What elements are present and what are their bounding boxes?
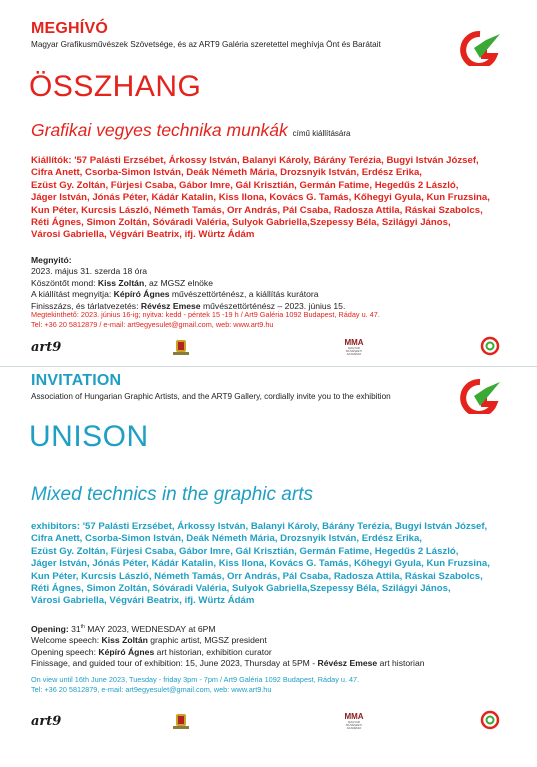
hu-opening-label: Megnyitó: <box>31 255 72 265</box>
hu-exhibitors-label: Kiállítók: <box>31 155 72 166</box>
en-opening-info <box>31 622 531 669</box>
ornament-logo-icon <box>480 336 500 356</box>
en-open-name: Képíró Ágnes <box>98 646 155 657</box>
hu-subtitle-suffix: című kiállítására <box>292 129 351 138</box>
hu-welcome-post: , az MGSZ elnöke <box>144 277 213 288</box>
en-open-post: art historian, exhibition curator <box>154 646 272 657</box>
en-exhibitors-label: exhibitors: <box>31 521 81 532</box>
hu-opening-text: 2023. május 31. szerda 18 óra <box>31 266 148 277</box>
exhibitor-line: Cifra Anett, Csorba-Simon István, Deák Németh Mária, Drozsnyik István, Erdész Erika, <box>31 167 422 179</box>
art9-logo: art9 <box>31 340 62 355</box>
en-intro: Association of Hungarian Graphic Artists, and the ART9 Gallery, cordially invite you to the exhibition <box>31 392 391 401</box>
exhibitor-line: Ezüst Gy. Zoltán, Fürjesi Csaba, Gábor Imre, Gál Krisztián, Germán Fatime, Hegedűs 2 László, <box>31 179 459 191</box>
exhibitor-line: Kun Péter, Kurcsis László, Németh Tamás, Orr András, Pál Csaba, Radosza Attila, Ráskai Szabolcs, <box>31 204 483 216</box>
hu-subtitle-wrap <box>31 120 350 141</box>
en-finis-post: art historian <box>377 658 425 669</box>
hu-open-name: Képíró Ágnes <box>113 289 170 300</box>
en-exhibitors <box>31 521 531 608</box>
exhibitor-line: Cifra Anett, Csorba-Simon István, Deák Németh Mária, Drozsnyik István, Erdész Erika, <box>31 533 422 545</box>
mma-logo <box>342 338 366 356</box>
en-finis-name: Révész Emese <box>317 658 378 669</box>
mgsz-logo-icon <box>456 378 504 414</box>
section-divider <box>0 366 537 367</box>
hu-subtitle: Grafikai vegyes technika munkák <box>31 120 288 140</box>
mgsz-logo-icon <box>456 30 504 66</box>
exhibitor-line: Réti Ágnes, Simon Zoltán, Sóváradi Valéria, Sulyok Gabriella,Szepessy Béla, Szilágyi János, <box>31 217 451 229</box>
en-welcome-post: graphic artist, MGSZ president <box>147 635 267 646</box>
exhibitor-line: Jáger István, Jónás Péter, Kádár Katalin, Kiss Ilona, Kovács G. Tamás, Kőhegyi Gyula, Kun Fruzsina, <box>31 558 490 570</box>
mma-logo <box>342 712 366 730</box>
en-contact-line-1: On view until 16th June 2023, Tuesday - friday 3pm - 7pm / Art9 Galéria 1092 Budapest, Ráday u. 47. <box>31 675 360 684</box>
mma-caption: MAGYAR MŰVÉSZETI AKADÉMIA <box>345 720 362 730</box>
en-heading: INVITATION <box>31 372 122 389</box>
hu-contact <box>31 310 531 330</box>
en-opening-label: Opening: <box>31 623 69 634</box>
hu-exhibitors <box>31 155 531 242</box>
exhibitor-line: Ezüst Gy. Zoltán, Fürjesi Csaba, Gábor Imre, Gál Krisztián, Germán Fatime, Hegedűs 2 László, <box>31 545 459 557</box>
en-contact <box>31 675 531 695</box>
en-title: UNISON <box>29 420 149 453</box>
exhibitor-line: Városi Gabriella, Végvári Beatrix, ifj. Würtz Ádám <box>31 595 255 607</box>
en-subtitle: Mixed technics in the graphic arts <box>31 484 313 505</box>
mma-caption: MAGYAR MŰVÉSZETI AKADÉMIA <box>345 346 362 356</box>
hu-title: ÖSSZHANG <box>29 70 202 103</box>
hu-finis-pre: Finisszázs, és tárlatvezetés: <box>31 300 141 311</box>
ornament-logo-icon <box>480 710 500 730</box>
en-opening-text: MAY 2023, WEDNESDAY at 6PM <box>84 623 216 634</box>
en-open-pre: Opening speech: <box>31 646 99 657</box>
hu-intro: Magyar Grafikusművészek Szövetsége, és az ART9 Galéria szeretettel meghívja Önt és Barátait <box>31 40 381 49</box>
en-contact-line-2: Tel: +36 20 5812879, e-mail: art9egyesulet@gmail.com, web: www.art9.hu <box>31 685 272 694</box>
en-finis-pre: Finissage, and guided tour of exhibition: 15, June 2023, Thursday at 5PM - <box>31 658 318 669</box>
exhibitor-line: Kun Péter, Kurcsis László, Németh Tamás, Orr András, Pál Csaba, Radosza Attila, Ráskai Szabolcs, <box>31 570 483 582</box>
hu-finis-post: művészettörténész – 2023. június 15. <box>200 300 346 311</box>
coat-of-arms-icon <box>170 712 192 730</box>
hu-contact-line-1: Megtekinthető: 2023. június 16-ig; nyitva: kedd - péntek 15 -19 h / Art9 Galéria 1092 Budapest, Ráday u. 47. <box>31 310 380 319</box>
exhibitor-line: Városi Gabriella, Végvári Beatrix, ifj. Würtz Ádám <box>31 229 255 241</box>
en-welcome-pre: Welcome speech: <box>31 635 102 646</box>
coat-of-arms-icon <box>170 338 192 356</box>
exhibitor-line: Réti Ágnes, Simon Zoltán, Sóváradi Valéria, Sulyok Gabriella,Szepessy Béla, Szilágyi János, <box>31 583 451 595</box>
exhibitor-line: '57 Palásti Erzsébet, Árkossy István, Balanyi Károly, Bárány Terézia, Bugyi István József, <box>82 521 488 532</box>
mma-letters: MMA <box>344 338 364 347</box>
hu-finis-name: Révész Emese <box>140 300 201 311</box>
exhibitor-line: Jáger István, Jónás Péter, Kádár Katalin, Kiss Ilona, Kovács G. Tamás, Kőhegyi Gyula, Kun Fruzsina, <box>31 192 490 204</box>
en-welcome-name: Kiss Zoltán <box>101 635 148 646</box>
hu-open-pre: A kiállítást megnyitja: <box>31 289 114 300</box>
en-opening-day: 31 <box>71 623 81 634</box>
hu-opening-info <box>31 255 531 312</box>
en-opening-sup: th <box>80 624 85 630</box>
hu-welcome-pre: Köszöntőt mond: <box>31 277 98 288</box>
mma-letters: MMA <box>344 712 364 721</box>
hu-open-post: művészettörténész, a kiállítás kurátora <box>169 289 319 300</box>
hu-contact-line-2: Tel: +36 20 5812879 / e-mail: art9egyesulet@gmail.com, web: www.art9.hu <box>31 320 274 329</box>
hu-welcome-name: Kiss Zoltán <box>97 277 145 288</box>
hu-heading: MEGHÍVÓ <box>31 20 108 37</box>
exhibitor-line: '57 Palásti Erzsébet, Árkossy István, Balanyi Károly, Bárány Terézia, Bugyi István József, <box>74 155 479 166</box>
art9-logo: art9 <box>31 714 62 729</box>
